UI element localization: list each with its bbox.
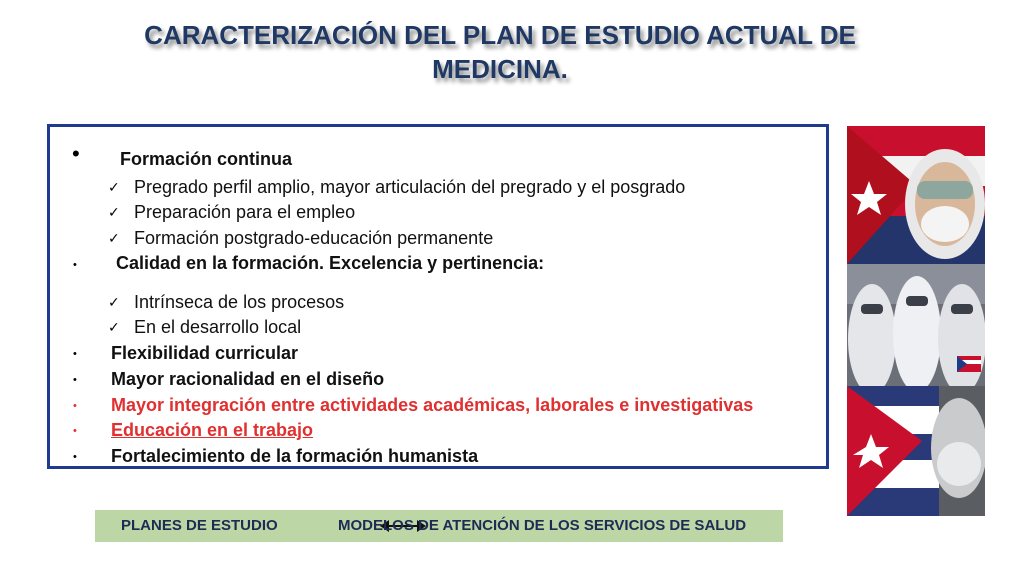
modelos-label: MODELOS DE ATENCIÓN DE LOS SERVICIOS DE SALUD [338,517,747,534]
checkmark-icon: ✓ [108,230,120,246]
bullet-icon: • [72,141,80,166]
list-item: Mayor integración entre actividades académicas, laborales e investigativas [111,395,754,415]
content-box [47,124,829,469]
list-item: Flexibilidad curricular [111,343,299,363]
checkmark-icon: ✓ [108,179,120,195]
list-item: Calidad en la formación. Excelencia y pertinencia: [116,253,545,273]
list-item: Intrínseca de los procesos [134,292,345,312]
checkmark-icon: ✓ [108,294,120,310]
medical-team-photo [847,264,985,386]
list-item: En el desarrollo local [134,317,302,337]
slide-title: CARACTERIZACIÓN DEL PLAN DE ESTUDIO ACTUAL DE MEDICINA. [144,20,856,84]
list-item: Fortalecimiento de la formación humanista [111,446,479,466]
checkmark-icon: ✓ [108,204,120,220]
photo-collage [847,126,985,516]
doctor-mask-photo [847,126,985,264]
list-item: Pregrado perfil amplio, mayor articulación del pregrado y el posgrado [134,177,686,197]
bullet-icon: • [73,259,77,271]
checkmark-icon: ✓ [108,319,120,335]
list-item: Formación postgrado-educación permanente [134,228,494,248]
list-item: Formación continua [120,149,293,169]
list-item: Mayor racionalidad en el diseño [111,369,385,389]
list-item: Preparación para el empleo [134,202,356,222]
list-item-link[interactable]: Educación en el trabajo [111,420,314,440]
bullet-icon: • [73,400,77,412]
bottom-bar [95,510,783,542]
bullet-icon: • [73,425,77,437]
bullet-icon: • [73,348,77,360]
bullet-icon: • [73,451,77,463]
bullet-icon: • [73,374,77,386]
doctor-flag-photo [847,386,985,516]
planes-label: PLANES DE ESTUDIO [121,517,278,534]
